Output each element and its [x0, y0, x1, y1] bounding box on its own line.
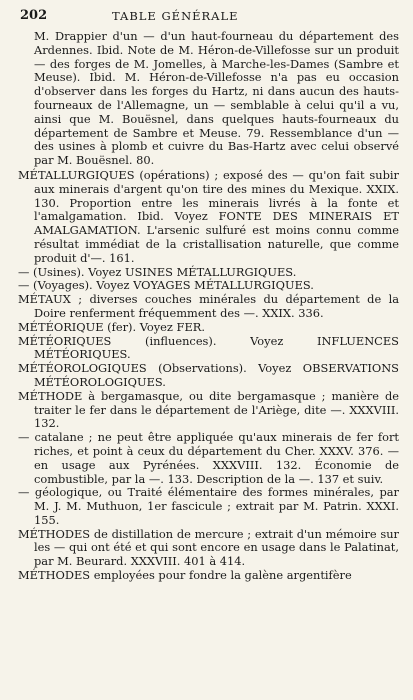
- index-entry: MÉTHODES employées pour fondre la galène argentifère: [18, 568, 352, 583]
- index-entry: MÉTALLURGIQUES (opérations) ; exposé des — qu'on fait subir aux minerais d'argent qu'on tire des mines du Mexique. XXIX. 130. Proportion entre les minerais livrés à la fonte et l'amalgamation. Ibid. Voyez FONTE DES MINERAIS ET AMALGAMATION. L'arsenic sulfuré est moins connu comme résultat immédiat de la cristallisation naturelle, que comme produit d'—. 161.: [18, 167, 399, 265]
- index-entry: M. Drappier d'un — d'un haut-fourneau du département des Ardennes. Ibid. Note de M. Héron-de-Villefosse sur un produit — des forges de M. Jomelles, à Marche-les-Dames (Sambre et Meuse). Ibid. M. Héron-de-Villefosse n'a pas eu occasion d'observer dans les forges du Hartz, ni dans aucun des hauts-fourneaux de l'Allemagne, un — semblable à celui qu'il a vu, ainsi que M. Bouësnel, dans quelques hauts-fourneaux du département de Sambre et Meuse. 79. Ressemblance d'un — des usines à plomb et cuivre du Bas-Hartz avec celui observé par M. Bouësnel. 80.: [34, 30, 399, 168]
- index-entry: MÉTÉOROLOGIQUES (Observations). Voyez OBSERVATIONS MÉTÉOROLOGIQUES.: [18, 361, 399, 389]
- index-entry: MÉTAUX ; diverses couches minérales du département de la Doire renferment fréquemment des —. XXIX. 336.: [18, 292, 399, 320]
- page-number: 202: [20, 8, 48, 23]
- index-entry: MÉTHODES de distillation de mercure ; extrait d'un mémoire sur les — qui ont été et qui sont encore en usage dans le Palatinat, par M. Beurard. XXXVIII. 401 à 414.: [18, 526, 399, 569]
- index-body: [18, 30, 399, 692]
- index-entry: MÉTÉORIQUES (influences). Voyez INFLUENCES MÉTÉORIQUES.: [18, 333, 399, 362]
- index-entry: — géologique, ou Traité élémentaire des formes minérales, par M. J. M. Muthuon, 1er fascicule ; extrait par M. Patrin. XXXI. 155.: [18, 485, 399, 527]
- index-entry: — (Voyages). Voyez VOYAGES MÉTALLURGIQUES.: [18, 278, 314, 293]
- index-entry: — (Usines). Voyez USINES MÉTALLURGIQUES.: [18, 264, 297, 279]
- running-title: TABLE GÉNÉRALE: [112, 9, 239, 23]
- index-entry: — catalane ; ne peut être appliquée qu'aux minerais de fer fort riches, et point à ceux du département du Cher. XXXV. 376. — en usage aux Pyrénées. XXXVIII. 132. Économie de combustible, par la —. 133. Description de la —. 137 et suiv.: [18, 430, 399, 486]
- index-entry: MÉTHODE à bergamasque, ou dite bergamasque ; manière de traiter le fer dans le département de l'Ariège, dite —. XXXVIII. 132.: [18, 388, 399, 431]
- page-header: [20, 8, 399, 26]
- index-entry: MÉTÉORIQUE (fer). Voyez FER.: [18, 319, 205, 334]
